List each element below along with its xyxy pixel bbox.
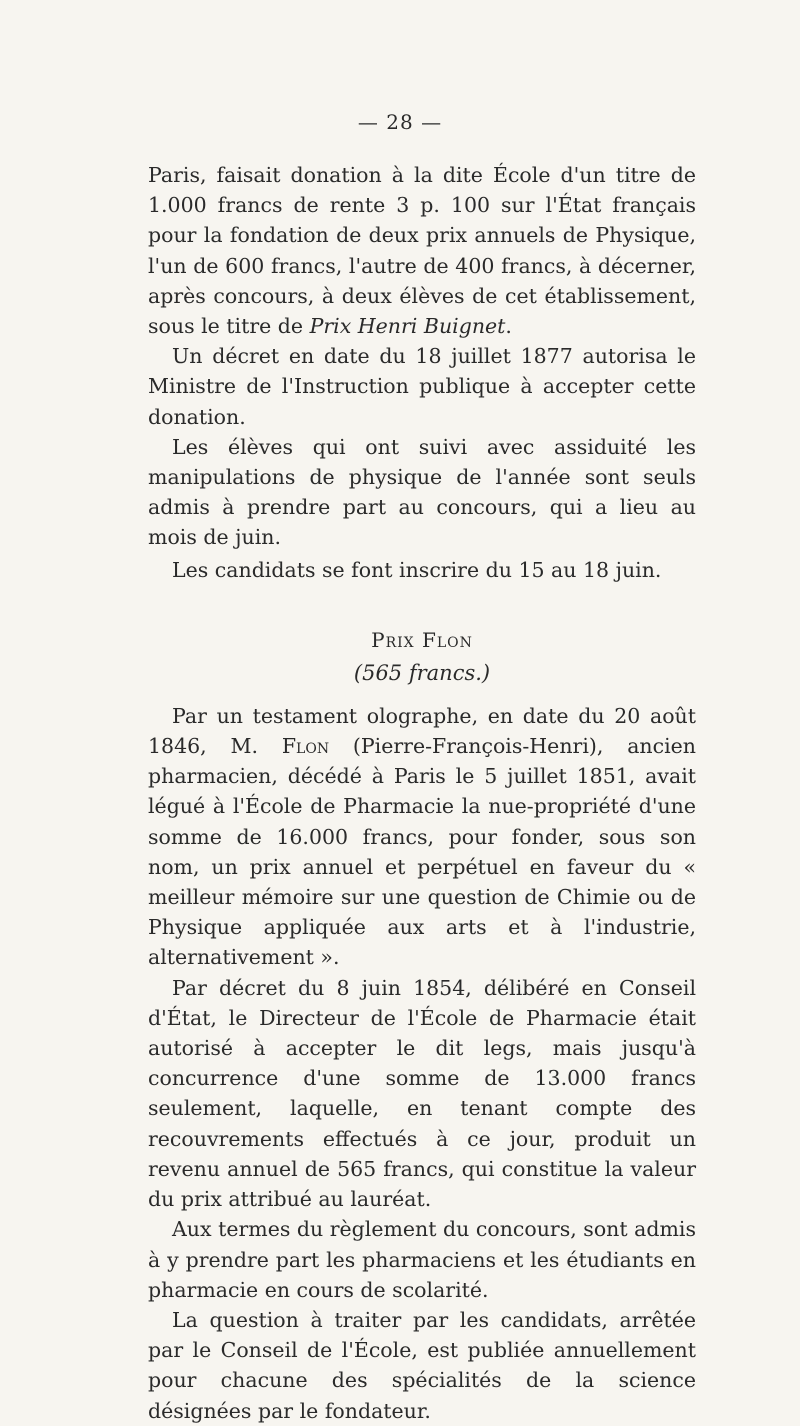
- paragraph-registration: Les candidats se font inscrire du 15 au 18 juin.: [172, 557, 662, 582]
- page-number: — 28 —: [357, 110, 443, 134]
- paragraph-donation-end: .: [505, 314, 512, 339]
- paragraph-rules: Aux termes du règlement du concours, sont admis à y prendre part les pharmaciens et les étudiants en pharmacie en cours de scolarité.: [148, 1217, 696, 1302]
- body-text: [148, 160, 696, 1426]
- paragraph-eligibility: Les élèves qui ont suivi avec assiduité les manipulations de physique de l'année sont seuls admis à prendre part au concours, qui a lieu au mois de juin.: [148, 434, 696, 550]
- paragraph-testament: [148, 701, 696, 973]
- paragraph-decree: Un décret en date du 18 juillet 1877 autorisa le Ministre de l'Instruction publique à accepter cette donation.: [148, 344, 696, 429]
- section-title: Prix Flon: [371, 627, 473, 652]
- paragraph-testament-text: Par un testament olographe, en date du 20 août 1846, M.: [148, 703, 696, 759]
- prize-name-italic: Prix Henri Buignet: [309, 314, 506, 339]
- paragraph-question: La question à traiter par les candidats, arrêtée par le Conseil de l'École, est publiée annuellement pour chacune des spécialités de la science désignées par le fondateur.: [148, 1307, 696, 1423]
- paragraph-testament-rest: (Pierre-François-Henri), ancien pharmacien, décédé à Paris le 5 juillet 1851, avait légué à l'École de Pharmacie la nue-propriété d'une somme de 16.000 francs, pour fonder, sous son nom, un prix annuel et perpétuel en faveur du « meilleur mémoire sur une question de Chimie ou de Physique appliquée aux arts et à l'industrie, alternativement ».: [148, 734, 696, 970]
- paragraph-decree-1854: Par décret du 8 juin 1854, délibéré en Conseil d'État, le Directeur de l'École de Pharmacie était autorisé à accepter le dit legs, mais jusqu'à concurrence d'une somme de 13.000 francs seulement, laquelle, en tenant compte des recouvrements effectués à ce jour, produit un revenu annuel de 565 francs, qui constitue la valeur du prix attribué au lauréat.: [148, 975, 696, 1212]
- section-amount: (565 francs.): [353, 660, 491, 685]
- paragraph-donation-text: Paris, faisait donation à la dite École d'un titre de 1.000 francs de rente 3 p. 100 sur l'État français pour la fondation de deux prix annuels de Physique, l'un de 600 francs, l'autre de 400 francs, à décerner, après concours, à deux élèves de cet établissement, sous le titre de: [148, 163, 696, 339]
- paragraph-donation: [148, 160, 696, 341]
- donor-name: Flon: [281, 734, 330, 759]
